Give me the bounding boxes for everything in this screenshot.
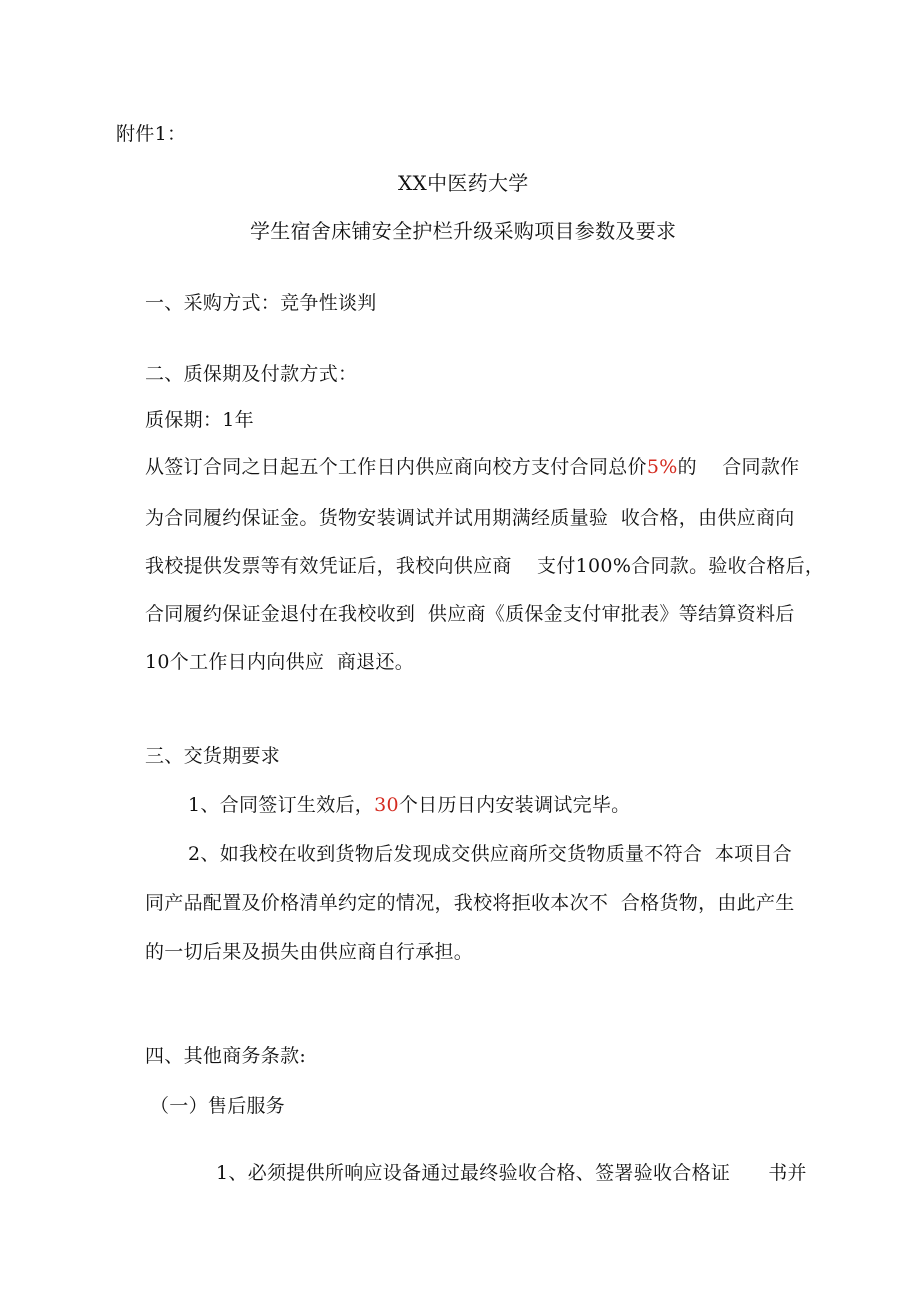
payment-text: 从签订合同之日起五个工作日内供应商向校方支付合同总价 (145, 456, 647, 478)
payment-line-3: 我校提供发票等有效凭证后，我校向供应商 支付100%合同款。验收合格后， (145, 555, 825, 577)
delivery-days: 30 (374, 794, 399, 816)
payment-line-5: 10个工作日内向供应 商退还。 (145, 651, 415, 673)
delivery-text: 1、合同签订生效后， (188, 794, 375, 816)
section4-heading: 四、其他商务条款: (145, 1045, 307, 1067)
delivery-item-1 (188, 793, 630, 817)
after-sales-item-1: 1、必须提供所响应设备通过最终验收合格、签署验收合格证 书并 (216, 1162, 807, 1184)
warranty-period: 质保期：1年 (145, 409, 254, 431)
deposit-percentage: 5% (646, 456, 678, 478)
title-project: 学生宿舍床铺安全护栏升级采购项目参数及要求 (250, 219, 677, 243)
attachment-label: 附件1： (116, 123, 187, 145)
payment-text: 的 合同款作 (677, 456, 800, 478)
section3-heading: 三、交货期要求 (145, 745, 281, 767)
section2-heading: 二、质保期及付款方式： (145, 363, 358, 385)
delivery-item-2-line-2: 同产品配置及价格清单约定的情况，我校将拒收本次不 合格货物，由此产生 (145, 892, 795, 914)
payment-line-1 (145, 455, 799, 479)
delivery-item-2-line-3: 的一切后果及损失由供应商自行承担。 (145, 941, 474, 963)
after-sales-heading: （一）售后服务 (150, 1095, 286, 1117)
payment-line-2: 为合同履约保证金。货物安装调试并试用期满经质量验 收合格，由供应商向 (145, 507, 795, 529)
delivery-text: 个日历日内安装调试完毕。 (398, 794, 631, 816)
title-university: XX中医药大学 (398, 171, 529, 195)
payment-line-4: 合同履约保证金退付在我校收到 供应商《质保金支付审批表》等结算资料后 (145, 603, 795, 625)
section1-heading: 一、采购方式：竞争性谈判 (145, 292, 377, 314)
delivery-item-2-line-1: 2、如我校在收到货物后发现成交供应商所交货物质量不符合 本项目合 (188, 843, 793, 865)
